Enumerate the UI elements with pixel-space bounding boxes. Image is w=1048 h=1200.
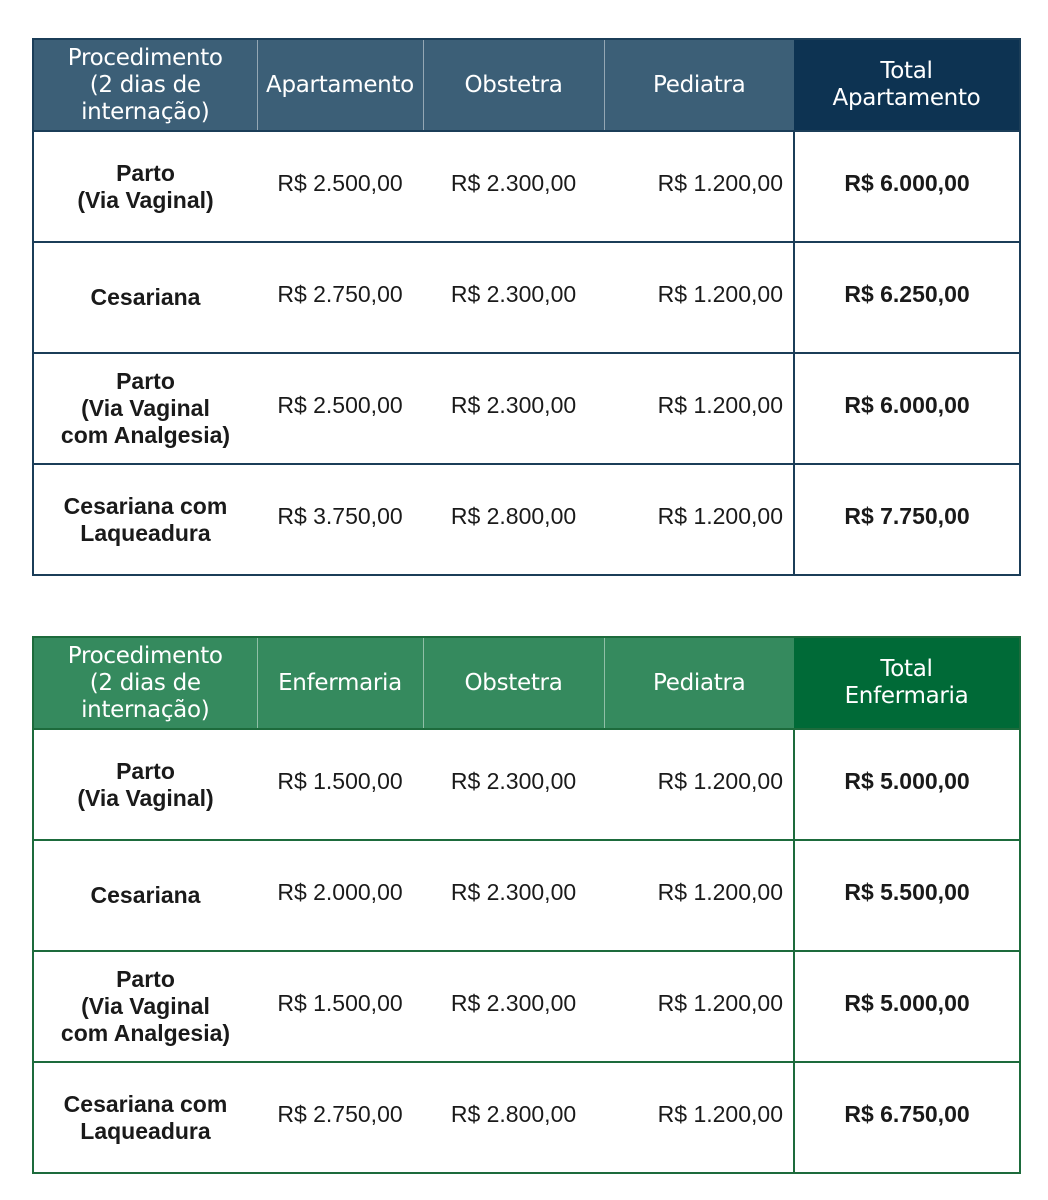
obstetrician-price: R$ 2.800,00 [450,1101,577,1127]
procedure-cell: Parto (Via Vaginal com Analgesia) [60,966,231,1046]
pediatrician-price: R$ 1.200,00 [657,879,783,905]
table-row [33,353,1020,464]
obstetrician-price: R$ 2.300,00 [450,990,577,1016]
table-row [33,464,1020,575]
pediatrician-price: R$ 1.200,00 [657,170,783,196]
header-pediatrician: Pediatra [604,39,794,131]
pediatrician-price: R$ 1.200,00 [657,503,783,529]
total-price: R$ 6.000,00 [794,353,1020,464]
table-row [33,242,1020,353]
apartamento-price-table [32,38,1021,576]
accommodation-price: R$ 2.750,00 [277,281,403,307]
pediatrician-price: R$ 1.200,00 [657,768,783,794]
header-accommodation: Enfermaria [257,637,423,729]
obstetrician-price: R$ 2.300,00 [450,281,577,307]
header-total: Total Apartamento [794,39,1020,131]
total-price: R$ 6.250,00 [794,242,1020,353]
obstetrician-price: R$ 2.300,00 [450,768,577,794]
table-header-row [33,637,1020,729]
table-row [33,951,1020,1062]
table-row [33,131,1020,242]
procedure-cell: Parto (Via Vaginal) [77,159,214,213]
procedure-cell: Parto (Via Vaginal) [77,757,214,811]
total-price: R$ 5.500,00 [794,840,1020,951]
obstetrician-price: R$ 2.300,00 [450,392,577,418]
pediatrician-price: R$ 1.200,00 [657,281,783,307]
accommodation-price: R$ 2.500,00 [277,392,403,418]
accommodation-price: R$ 3.750,00 [277,503,403,529]
procedure-cell: Cesariana [90,882,201,908]
table-header-row [33,39,1020,131]
total-price: R$ 6.750,00 [794,1062,1020,1173]
accommodation-price: R$ 2.500,00 [277,170,403,196]
header-pediatrician: Pediatra [604,637,794,729]
table-row [33,1062,1020,1173]
table-row [33,729,1020,840]
accommodation-price: R$ 1.500,00 [277,768,403,794]
pediatrician-price: R$ 1.200,00 [657,990,783,1016]
accommodation-price: R$ 2.750,00 [277,1101,403,1127]
procedure-cell: Parto (Via Vaginal com Analgesia) [60,368,231,448]
header-procedure: Procedimento (2 dias de internação) [33,637,257,729]
obstetrician-price: R$ 2.300,00 [450,170,577,196]
header-accommodation: Apartamento [257,39,423,131]
header-total: Total Enfermaria [794,637,1020,729]
total-price: R$ 5.000,00 [794,951,1020,1062]
total-price: R$ 7.750,00 [794,464,1020,575]
enfermaria-price-table [32,636,1021,1174]
header-obstetrician: Obstetra [423,637,604,729]
procedure-cell: Cesariana com Laqueadura [63,1090,228,1144]
procedure-cell: Cesariana com Laqueadura [63,492,228,546]
header-obstetrician: Obstetra [423,39,604,131]
table-row [33,840,1020,951]
procedure-cell: Cesariana [90,284,201,310]
accommodation-price: R$ 1.500,00 [277,990,403,1016]
obstetrician-price: R$ 2.800,00 [450,503,577,529]
total-price: R$ 6.000,00 [794,131,1020,242]
pediatrician-price: R$ 1.200,00 [657,1101,783,1127]
pediatrician-price: R$ 1.200,00 [657,392,783,418]
header-procedure: Procedimento (2 dias de internação) [33,39,257,131]
total-price: R$ 5.000,00 [794,729,1020,840]
obstetrician-price: R$ 2.300,00 [450,879,577,905]
accommodation-price: R$ 2.000,00 [277,879,403,905]
